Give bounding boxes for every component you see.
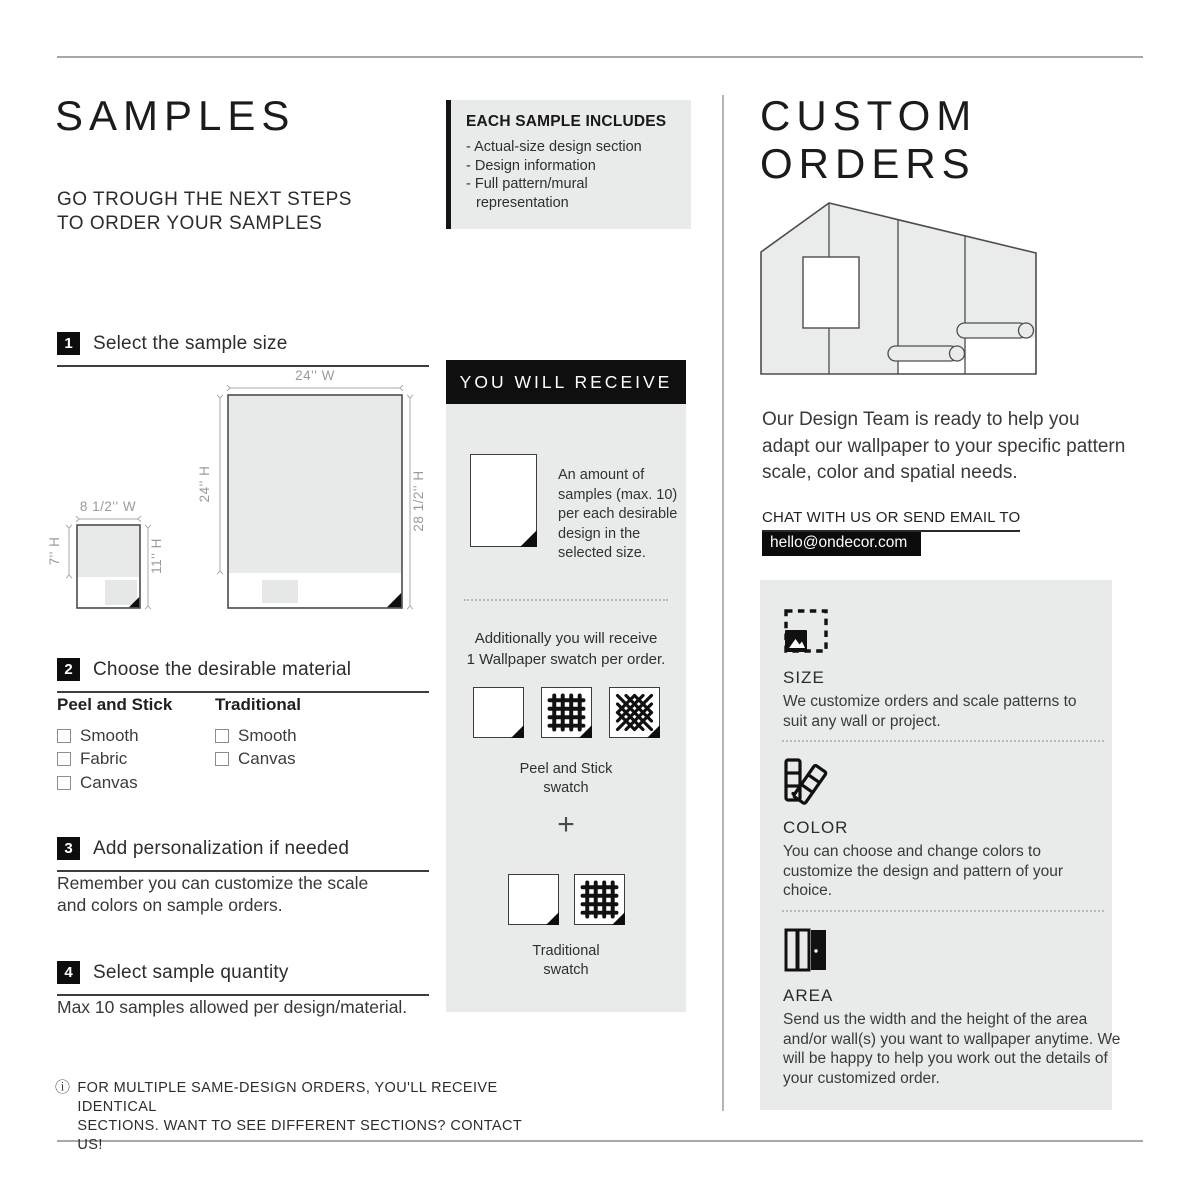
dotted-divider xyxy=(464,599,668,601)
custom-orders-intro: Our Design Team is ready to help you adapt our wallpaper to your specific pattern scale, color and spatial needs. xyxy=(762,409,1126,483)
large-width-label: 24'' W xyxy=(295,368,335,383)
samples-amount-text: An amount of samples (max. 10) per each desirable design in the selected size. xyxy=(558,467,678,561)
feature-text-area: Send us the width and the height of the area and/or wall(s) you want to wallpaper anytime. We will be happy to help you work out the details of your customized order. xyxy=(783,1011,1121,1087)
top-divider-rule xyxy=(57,56,1143,58)
peel-swatch-label-line1: Peel and Stick xyxy=(519,761,613,777)
crosshatch-swatch-icon xyxy=(609,687,660,738)
samples-intro xyxy=(57,188,352,236)
includes-item: - Actual-size design section xyxy=(466,138,681,157)
material-option-smooth-trad xyxy=(215,724,301,748)
small-inner-height-label: 7'' H xyxy=(47,536,62,566)
traditional-swatch-row xyxy=(446,874,686,925)
step-3-header xyxy=(57,837,429,872)
traditional-swatch-label-line2: swatch xyxy=(543,962,589,978)
material-column-traditional xyxy=(215,695,301,771)
you-will-receive-header: YOU WILL RECEIVE xyxy=(446,360,686,404)
footnote-text xyxy=(77,1079,545,1155)
material-option-label: Smooth xyxy=(238,725,297,745)
sample-size-diagram xyxy=(47,368,429,616)
large-outer-height-label: 28 1/2'' H xyxy=(411,470,426,532)
includes-item: - Design information xyxy=(466,157,681,176)
house-wallpaper-illustration xyxy=(760,198,1040,378)
column-divider xyxy=(722,95,724,1111)
step-4-note: Max 10 samples allowed per design/material. xyxy=(57,997,408,1017)
step-2-header xyxy=(57,658,429,693)
material-option-label: Canvas xyxy=(80,772,138,792)
material-option-smooth xyxy=(57,724,172,748)
custom-orders-title: CUSTOM ORDERS xyxy=(760,92,978,187)
grid-swatch-icon xyxy=(541,687,592,738)
dotted-divider xyxy=(782,910,1104,912)
footnote-line2: SECTIONS. WANT TO SEE DIFFERENT SECTIONS? CONTACT US! xyxy=(77,1118,522,1153)
traditional-swatch-label-line1: Traditional xyxy=(532,943,600,959)
color-icon xyxy=(783,757,829,803)
wallpaper-roll xyxy=(888,346,965,361)
blank-swatch-icon xyxy=(508,874,559,925)
additional-note xyxy=(446,628,686,670)
size-icon xyxy=(783,608,829,654)
sample-paper-icon xyxy=(470,454,537,547)
step-3-note: Remember you can customize the scale and colors on sample orders. xyxy=(57,873,369,915)
peel-and-stick-heading: Peel and Stick xyxy=(57,695,173,714)
peel-swatch-row xyxy=(446,687,686,738)
checkbox-icon[interactable] xyxy=(57,752,71,766)
each-sample-includes-box xyxy=(446,100,691,229)
step-2-number-badge: 2 xyxy=(57,658,80,681)
window xyxy=(803,257,859,328)
material-option-label: Smooth xyxy=(80,725,139,745)
peel-swatch-label xyxy=(446,760,686,798)
step-4-number-badge: 4 xyxy=(57,961,80,984)
peel-swatch-label-line2: swatch xyxy=(543,780,589,796)
small-sample-rect xyxy=(77,525,140,608)
footnote xyxy=(55,1079,545,1155)
material-option-canvas xyxy=(57,771,172,795)
footnote-line1: FOR MULTIPLE SAME-DESIGN ORDERS, YOU'LL RECEIVE IDENTICAL xyxy=(77,1080,498,1115)
material-option-canvas-trad xyxy=(215,748,301,772)
small-width-label: 8 1/2'' W xyxy=(79,499,137,514)
step-1-title: Select the sample size xyxy=(93,333,288,354)
chat-row xyxy=(762,509,1020,556)
material-option-label: Fabric xyxy=(80,749,128,769)
includes-item: - Full pattern/mural representation xyxy=(466,175,646,212)
traditional-heading: Traditional xyxy=(215,695,301,714)
checkbox-icon[interactable] xyxy=(57,729,71,743)
feature-title-size: SIZE xyxy=(783,668,825,687)
feature-title-color: COLOR xyxy=(783,818,849,837)
step-1-header xyxy=(57,332,429,367)
feature-text-size: We customize orders and scale patterns to suit any wall or project. xyxy=(783,693,1077,730)
large-sample-rect xyxy=(228,395,402,608)
feature-text-color: You can choose and change colors to customize the design and pattern of your choice. xyxy=(783,843,1064,899)
large-inner-height-label: 24'' H xyxy=(197,465,212,503)
samples-intro-line1: GO TROUGH THE NEXT STEPS xyxy=(57,189,352,210)
small-outer-height-label: 11'' H xyxy=(149,538,164,574)
you-will-receive-panel xyxy=(446,404,686,1012)
grid-swatch-icon xyxy=(574,874,625,925)
checkbox-icon[interactable] xyxy=(57,776,71,790)
material-option-fabric xyxy=(57,748,172,772)
step-3-number-badge: 3 xyxy=(57,837,80,860)
traditional-swatch-label xyxy=(446,942,686,980)
samples-title: SAMPLES xyxy=(55,92,296,139)
feature-title-area: AREA xyxy=(783,986,834,1005)
area-icon xyxy=(783,927,829,973)
blank-swatch-icon xyxy=(473,687,524,738)
checkbox-icon[interactable] xyxy=(215,729,229,743)
step-1-number-badge: 1 xyxy=(57,332,80,355)
material-column-peel xyxy=(57,695,172,795)
material-option-label: Canvas xyxy=(238,749,296,769)
step-3-title: Add personalization if needed xyxy=(93,838,350,859)
step-4-title: Select sample quantity xyxy=(93,962,289,983)
additional-note-line2: 1 Wallpaper swatch per order. xyxy=(466,651,666,668)
step-4-header xyxy=(57,961,429,996)
step-2-title: Choose the desirable material xyxy=(93,659,352,680)
checkbox-icon[interactable] xyxy=(215,752,229,766)
samples-intro-line2: TO ORDER YOUR SAMPLES xyxy=(57,213,323,234)
includes-title: EACH SAMPLE INCLUDES xyxy=(466,113,667,130)
additional-note-line1: Additionally you will receive xyxy=(474,630,658,647)
plus-sign: + xyxy=(557,808,575,841)
wallpaper-roll xyxy=(957,323,1034,338)
chat-label: CHAT WITH US OR SEND EMAIL TO xyxy=(762,509,1020,532)
dotted-divider xyxy=(782,740,1104,742)
custom-features-panel xyxy=(760,580,1121,1110)
email-badge[interactable]: hello@ondecor.com xyxy=(762,532,921,556)
info-icon: ⓘ xyxy=(55,1079,71,1096)
